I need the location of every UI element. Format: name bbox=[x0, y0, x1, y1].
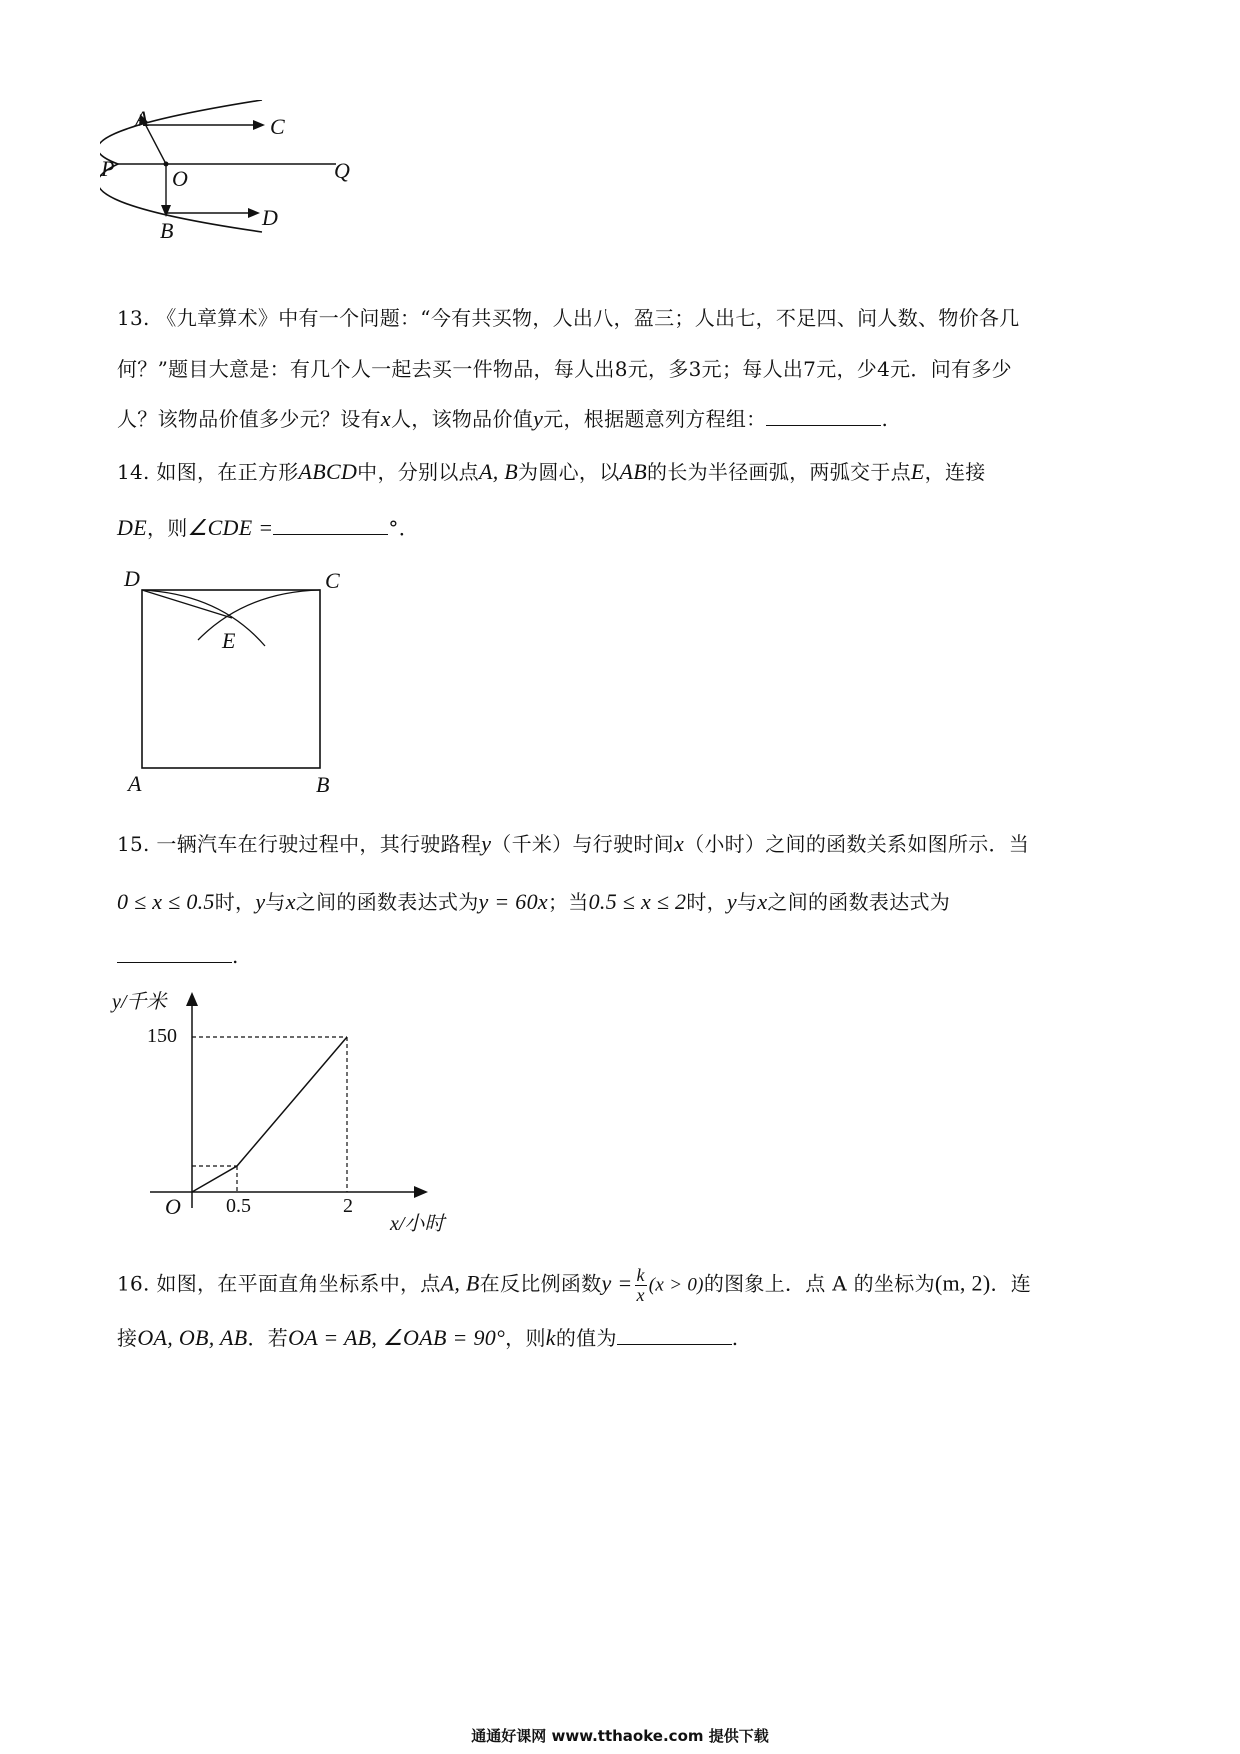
label-d: D bbox=[262, 205, 278, 230]
q15-x: x bbox=[673, 831, 685, 856]
q14-ab: AB bbox=[619, 459, 648, 484]
q13-var-x: x bbox=[380, 406, 391, 431]
q14-de: DE bbox=[117, 515, 147, 540]
label-sq-c: C bbox=[325, 568, 340, 593]
q15-line-2 bbox=[117, 886, 950, 915]
q16-text-1d: ．连 bbox=[990, 1271, 1032, 1296]
q16-text-2b: ．若 bbox=[247, 1326, 289, 1350]
q14-number: 14. bbox=[117, 460, 150, 484]
q16-text-2a: 接 bbox=[117, 1326, 138, 1350]
q14-text-1c: 为圆心，以 bbox=[518, 460, 620, 484]
q13-text-3c: 元，根据题意列方程组： bbox=[543, 407, 767, 431]
q16-text-1b: 在反比例函数 bbox=[479, 1271, 602, 1296]
q16-end: . bbox=[731, 1326, 739, 1350]
label-b: B bbox=[160, 218, 174, 243]
q14-answer-blank[interactable] bbox=[273, 516, 388, 535]
graph-y-tick-150: 150 bbox=[147, 1025, 177, 1047]
arc-from-a bbox=[142, 590, 265, 646]
q16-text-2d: 的值为 bbox=[555, 1326, 617, 1350]
q14-text-1a: 如图，在正方形 bbox=[156, 460, 299, 484]
q15-x-2: x bbox=[285, 889, 296, 914]
q15-end: . bbox=[232, 944, 239, 968]
q15-text-2b: 与 bbox=[265, 890, 286, 914]
q13-end: . bbox=[881, 407, 889, 431]
q14-e: E bbox=[910, 459, 925, 484]
q16-k: k bbox=[545, 1325, 556, 1350]
graph-polyline bbox=[192, 1037, 347, 1192]
square-figure bbox=[130, 578, 330, 778]
q13-text-2: 何？”题目大意是：有几个人一起去买一件物品，每人出8元，多3元；每人出7元，少4元．问有多少 bbox=[117, 357, 1012, 381]
q13-line-3 bbox=[117, 403, 888, 432]
graph-y-label: y/千米 bbox=[112, 991, 167, 1013]
label-sq-a: A bbox=[128, 771, 142, 796]
q13-text-3b: 人，该物品价值 bbox=[390, 407, 534, 431]
q14-text-1e: ，连接 bbox=[924, 460, 986, 484]
q15-text-2a: 时， bbox=[214, 890, 256, 914]
q16-coordinate: (m, 2) bbox=[934, 1270, 991, 1296]
q16-func-condition: (x > 0) bbox=[648, 1274, 704, 1296]
q15-text-2g: 之间的函数表达式为 bbox=[767, 890, 951, 914]
q15-cond2: 0.5 ≤ x ≤ 2 bbox=[588, 889, 687, 914]
q16-text-2c: ，则 bbox=[505, 1326, 546, 1350]
arrowhead-d bbox=[248, 208, 260, 218]
graph-origin: O bbox=[165, 1194, 181, 1219]
y-axis-arrow bbox=[186, 992, 198, 1006]
q15-text-1a: 一辆汽车在行驶过程中，其行驶路程 bbox=[156, 832, 482, 856]
q16-condition: OA = AB, ∠OAB = 90° bbox=[288, 1325, 506, 1350]
q15-x-3: x bbox=[757, 889, 768, 914]
graph-x-tick-2: 2 bbox=[343, 1195, 353, 1217]
q15-text-2f: 与 bbox=[737, 890, 758, 914]
label-q: Q bbox=[334, 158, 350, 183]
q13-line-2 bbox=[117, 353, 1012, 382]
q16-answer-blank[interactable] bbox=[617, 1326, 732, 1345]
distance-time-graph bbox=[140, 990, 440, 1230]
q14-text-1b: 中，分别以点 bbox=[357, 460, 479, 484]
q16-line-1 bbox=[117, 1266, 1031, 1304]
q14-ab-points: A, B bbox=[478, 459, 519, 484]
q13-var-y: y bbox=[533, 406, 544, 431]
label-c: C bbox=[270, 114, 285, 139]
q15-line-3 bbox=[117, 944, 239, 968]
q15-number: 15. bbox=[117, 832, 150, 856]
q16-line-2 bbox=[117, 1322, 738, 1351]
q16-text-1c: 的图象上．点 A 的坐标为 bbox=[703, 1271, 935, 1296]
q15-y-3: y bbox=[726, 889, 737, 914]
q14-line-2 bbox=[117, 512, 419, 541]
q15-text-2e: 时， bbox=[686, 890, 727, 914]
q13-line-1 bbox=[117, 302, 1020, 331]
label-o: O bbox=[172, 166, 188, 191]
q14-text-1d: 的长为半径画弧，两弧交于点 bbox=[647, 460, 911, 484]
segment-de bbox=[142, 590, 232, 618]
q13-text-3a: 人？该物品价值多少元？设有 bbox=[117, 407, 381, 431]
x-axis-arrow bbox=[414, 1186, 428, 1198]
q15-line-1 bbox=[117, 828, 1029, 857]
label-sq-e: E bbox=[222, 628, 236, 653]
q16-text-1a: 如图，在平面直角坐标系中，点 bbox=[156, 1271, 441, 1296]
q14-line-1 bbox=[117, 456, 986, 485]
q15-answer-blank[interactable] bbox=[117, 944, 232, 963]
page-footer: 通通好课网 www.tthaoke.com 提供下载 bbox=[471, 1727, 769, 1745]
label-sq-d: D bbox=[124, 566, 140, 591]
arc-from-b bbox=[198, 590, 320, 640]
q16-fraction-denominator: x bbox=[636, 1285, 645, 1305]
q15-expr1: y = 60x bbox=[478, 889, 548, 914]
q13-text-1: 《九章算术》中有一个问题：“今有共买物，人出八，盈三；人出七，不足四、问人数、物价各几 bbox=[156, 306, 1020, 330]
graph-x-tick-05: 0.5 bbox=[226, 1195, 251, 1217]
label-a: A bbox=[135, 106, 149, 131]
q13-number: 13. bbox=[117, 306, 150, 330]
q16-number: 16. bbox=[117, 1271, 150, 1296]
q15-text-1c: （小时）之间的函数关系如图所示．当 bbox=[684, 832, 1030, 856]
q15-cond1: 0 ≤ x ≤ 0.5 bbox=[117, 889, 215, 914]
q16-func-y: y = bbox=[601, 1270, 633, 1296]
q15-text-2d: ；当 bbox=[547, 890, 589, 914]
q16-ab-points: A, B bbox=[440, 1270, 480, 1296]
q15-y-2: y bbox=[255, 889, 266, 914]
q14-abcd: ABCD bbox=[298, 459, 358, 484]
q16-fraction-numerator: k bbox=[636, 1265, 645, 1285]
arrowhead-c bbox=[253, 120, 265, 130]
q16-segments: OA, OB, AB bbox=[137, 1325, 248, 1350]
point-o bbox=[164, 162, 169, 167]
label-p: P bbox=[101, 156, 115, 181]
q14-degree: °． bbox=[388, 516, 420, 540]
q15-y: y bbox=[481, 831, 492, 856]
q15-text-2c: 之间的函数表达式为 bbox=[295, 890, 479, 914]
q16-fraction bbox=[635, 1266, 647, 1304]
q13-answer-blank[interactable] bbox=[766, 407, 881, 426]
label-sq-b: B bbox=[316, 772, 330, 797]
q14-text-2a: ，则 bbox=[146, 516, 188, 540]
graph-x-label: x/小时 bbox=[390, 1213, 445, 1235]
q15-text-1b: （千米）与行驶时间 bbox=[491, 832, 674, 856]
q14-angle: ∠CDE = bbox=[187, 515, 274, 540]
